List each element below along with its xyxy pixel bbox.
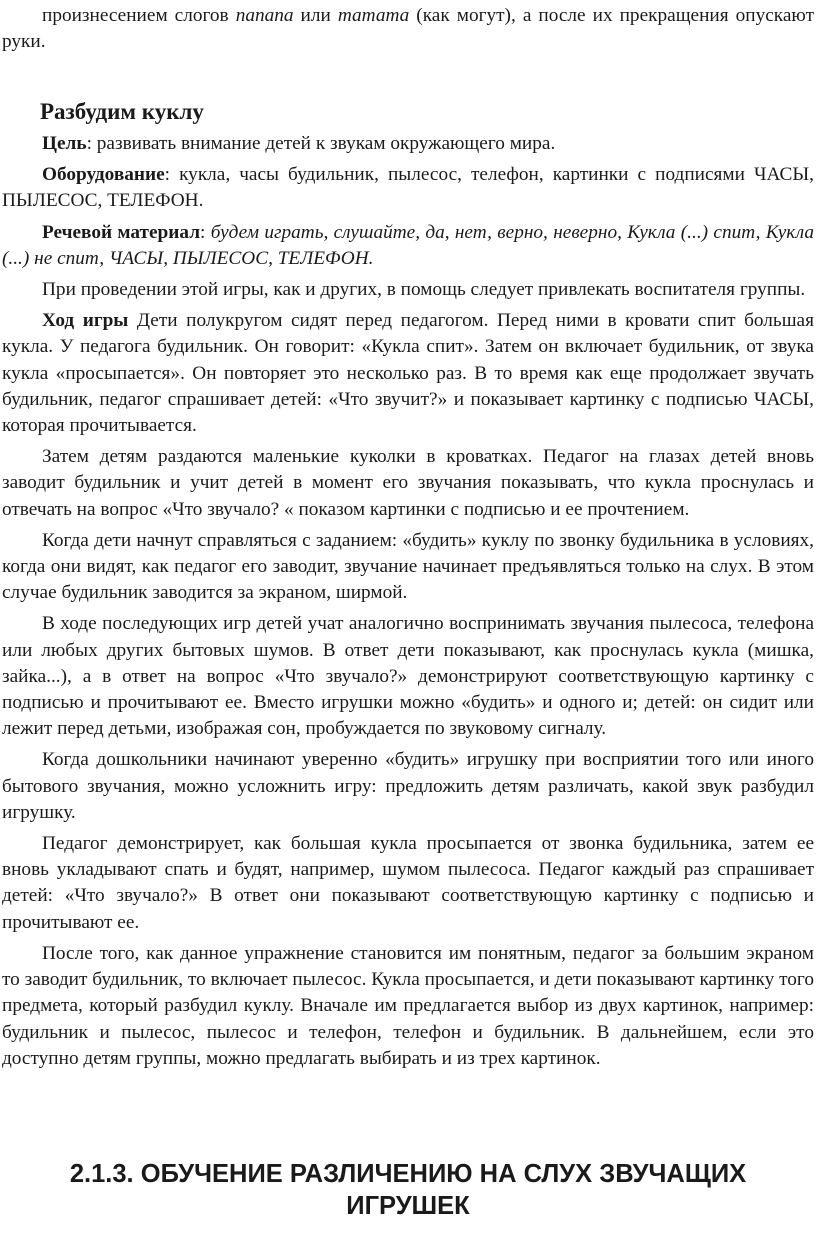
goal-label: Цель	[42, 133, 87, 154]
equipment-paragraph	[2, 162, 814, 214]
top-fragment-paragraph	[2, 3, 814, 55]
text-run: (как могут), а после их прекращения опускают руки.	[2, 5, 814, 53]
goal-paragraph	[2, 131, 814, 157]
body-paragraph: Когда дошкольники начинают уверенно «будить» игрушку при восприятии того или иного бытового звучания, можно усложнить игру: предложить детям различать, какой звук разбудил игрушку.	[2, 749, 814, 823]
speech-colon: :	[200, 221, 211, 243]
body-paragraph: Когда дети начнут справляться с заданием: «будить» куклу по звонку будильника в условиях, когда они видят, как педагог его заводит, звучание начинает предъявляться только на слух. В этом случае будильник заводится за экраном, ширмой.	[2, 529, 814, 604]
italic-syllables-2: татата	[337, 5, 410, 26]
procedure-paragraph	[2, 308, 814, 439]
chapter-heading	[0, 1158, 816, 1222]
speech-material-label: Речевой материал	[42, 221, 201, 243]
text-run: или	[293, 5, 338, 26]
text-run: произнесением слогов	[42, 5, 236, 26]
speech-material-paragraph	[2, 220, 814, 272]
procedure-label: Ход игры	[42, 310, 129, 332]
section-body	[2, 126, 814, 1072]
body-paragraph: Затем детям раздаются маленькие куколки в кроватках. Педагог на глазах детей вновь заводит будильник и учит детей в момент его звучания показывать, что кукла проснулась и отвечать на вопрос «Что звучало? « показом картинки с подписью и ее прочтением.	[2, 446, 814, 520]
note-paragraph: При проведении этой игры, как и других, в помощь следует привлекать воспитателя группы.	[42, 279, 806, 301]
body-paragraph: В ходе последующих игр детей учат аналогично воспринимать звучания пылесоса, телефона или любых других бытовых шумов. В ответ дети показывают, как проснулась кукла (мишка, зайка...), а в ответ на вопрос «Что звучало?» демонстрируют соответствующую картинку с подписью и прочитывают ее. Вместо игрушки можно «будить» и одного и; детей: он сидит или лежит перед детьми, изображая сон, пробуждается по звуковому сигналу.	[2, 613, 814, 740]
equipment-label: Оборудование	[42, 164, 165, 186]
italic-syllables-1: папапа	[235, 5, 294, 26]
equipment-text: : кукла, часы будильник, пылесос, телефон, картинки с подписями ЧАСЫ, ПЫЛЕСОС, ТЕЛЕФОН.	[2, 164, 814, 212]
speech-material-text: будем играть, слушайте, да, нет, верно, неверно, Кукла (...) спит, Кукла (...) не спит, ЧАСЫ, ПЫЛЕСОС, ТЕЛЕФОН.	[2, 221, 814, 269]
chapter-heading-line-1: 2.1.3. ОБУЧЕНИЕ РАЗЛИЧЕНИЮ НА СЛУХ ЗВУЧАЩИХ	[69, 1160, 747, 1188]
body-paragraph: Педагог демонстрирует, как большая кукла просыпается от звонка будильника, затем ее вновь укладывают спать и будят, например, шумом пылесоса. Педагог каждый раз спрашивает детей: «Что звучало?» В ответ они показывают соответствующую картинку с подписью и прочитывают ее.	[2, 833, 814, 933]
chapter-heading-line-2: ИГРУШЕК	[346, 1192, 470, 1220]
body-paragraph: После того, как данное упражнение становится им понятным, педагог за большим экраном то заводит будильник, то включает пылесос. Кукла просыпается, и дети показывают картинку того предмета, который разбудил куклу. Вначале им предлагается выбор из двух картинок, например: будильник и пылесос, пылесос и телефон, телефон и будильник. В дальнейшем, если это доступно детям группы, можно предлагать выбирать и из трех картинок.	[2, 942, 814, 1069]
goal-text: : развивать внимание детей к звукам окружающего мира.	[86, 133, 556, 154]
procedure-text: Дети полукругом сидят перед педагогом. Перед ними в кровати спит большая кукла. У педагога будильник. Он говорит: «Кукла спит». Затем он включает будильник, от звука кукла «просыпается». Он повторяет это несколько раз. В то время как еще продолжает звучать будильник, педагог спрашивает детей: «Что звучит?» и показывает картинку с подписью ЧАСЫ, которая прочитывается.	[2, 310, 814, 437]
section-title: Разбудим куклу	[40, 99, 204, 124]
